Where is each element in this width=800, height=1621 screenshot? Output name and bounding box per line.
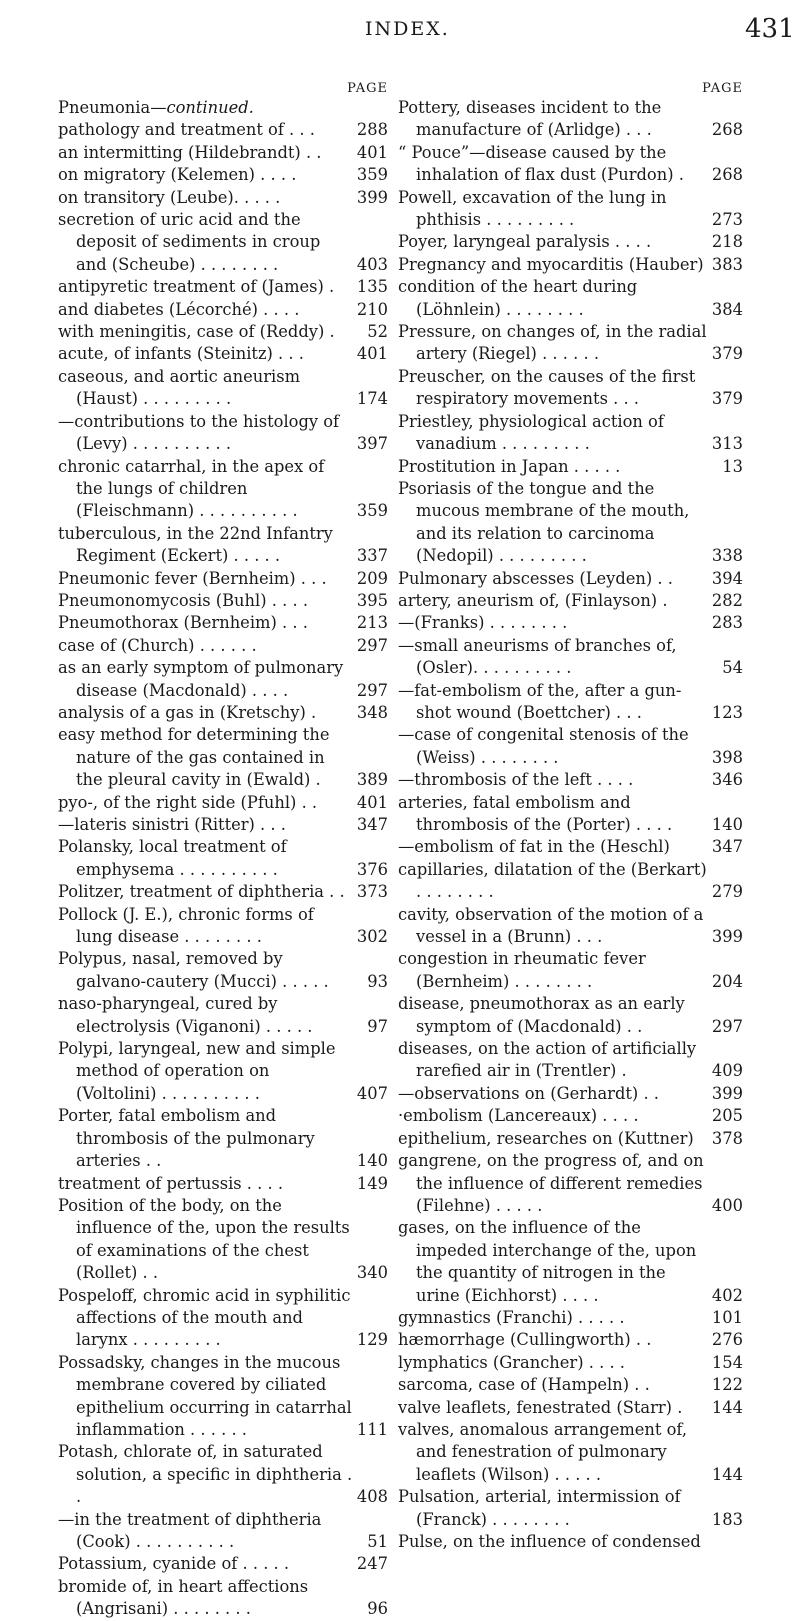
index-entry bbox=[58, 1105, 388, 1172]
index-entry-text: Poyer, laryngeal paralysis . . . . bbox=[398, 232, 652, 252]
index-entry bbox=[58, 1553, 388, 1575]
index-entry-page: 144 bbox=[711, 1464, 743, 1484]
index-entry-text: Powell, excavation of the lung in phthisis . . . . . . . . . bbox=[398, 187, 667, 230]
index-entry bbox=[398, 142, 743, 187]
index-entry bbox=[398, 1217, 743, 1307]
index-entry bbox=[398, 993, 743, 1038]
index-entry-page: 51 bbox=[367, 1532, 388, 1551]
index-entry bbox=[58, 97, 388, 119]
index-entry bbox=[398, 456, 743, 478]
index-entry bbox=[58, 164, 388, 186]
right-column bbox=[398, 80, 743, 1553]
index-entry-page: 398 bbox=[711, 747, 743, 767]
index-entry-text: naso-pharyngeal, cured by electrolysis (Viganoni) . . . . . bbox=[58, 994, 313, 1036]
index-entry bbox=[58, 836, 388, 881]
index-entry bbox=[398, 904, 743, 949]
index-entry bbox=[58, 1352, 388, 1442]
index-entry-text: lymphatics (Grancher) . . . . bbox=[398, 1352, 625, 1372]
page-number: 431 bbox=[745, 14, 795, 44]
index-entry-text: gymnastics (Franchi) . . . . . bbox=[398, 1307, 625, 1327]
index-entry-page: 282 bbox=[711, 590, 743, 610]
index-entry-text: Priestley, physiological action of vanadium . . . . . . . . . bbox=[398, 411, 664, 454]
index-entry bbox=[58, 702, 388, 724]
index-entry-text: ·embolism (Lancereaux) . . . . bbox=[398, 1106, 639, 1126]
index-entry bbox=[398, 1038, 743, 1083]
index-entry-page: 408 bbox=[356, 1487, 388, 1507]
index-entry-text: Polypi, laryngeal, new and simple method of operation on (Voltolini) . . . . . . . . . . bbox=[58, 1039, 336, 1103]
index-entry bbox=[58, 523, 388, 568]
index-entry-text: Pneumonomycosis (Buhl) . . . . bbox=[58, 590, 308, 610]
index-entry bbox=[58, 568, 388, 590]
index-entry-page: 183 bbox=[711, 1509, 743, 1529]
index-entry-text: Psoriasis of the tongue and the mucous membrane of the mouth, and its relation to carcinoma (Nedopil) . . . . . . . . . bbox=[398, 478, 690, 566]
index-entry-text: Pneumonic fever (Bernheim) . . . bbox=[58, 568, 327, 588]
index-entry bbox=[398, 1083, 743, 1105]
index-entry-page: 54 bbox=[722, 658, 743, 678]
index-entry-text: epithelium, researches on (Kuttner) bbox=[398, 1128, 694, 1148]
index-entry-text: Possadsky, changes in the mucous membrane covered by ciliated epithelium occurring in catarrhal inflammation . . . . . . bbox=[58, 1352, 352, 1439]
index-entry-text: condition of the heart during (Löhnlein) . . . . . . . . bbox=[398, 277, 638, 319]
index-entry-text: chronic catarrhal, in the apex of the lungs of children (Fleischmann) . . . . . . . . . . bbox=[58, 456, 325, 521]
index-entry-text: case of (Church) . . . . . . bbox=[58, 635, 257, 655]
index-entry-text: disease, pneumothorax as an early symptom of (Macdonald) . . bbox=[398, 994, 685, 1036]
index-entry bbox=[398, 612, 743, 634]
index-entry-page: 154 bbox=[711, 1352, 743, 1372]
index-entry-text: capillaries, dilatation of the (Berkart) . . . . . . . . bbox=[398, 859, 707, 902]
index-entry bbox=[58, 209, 388, 276]
index-entry-page: 348 bbox=[356, 702, 388, 722]
index-entry-page: 401 bbox=[356, 142, 388, 162]
index-entry-text: hæmorrhage (Cullingworth) . . bbox=[398, 1330, 652, 1350]
index-entry-text: Potassium, cyanide of . . . . . bbox=[58, 1554, 290, 1574]
index-entry-page: 340 bbox=[356, 1263, 388, 1283]
index-entry-page: 144 bbox=[711, 1397, 743, 1417]
index-entry bbox=[398, 1128, 743, 1150]
index-entry-text: secretion of uric acid and the deposit of sediments in croup and (Scheube) . . . . . . . . bbox=[58, 210, 321, 274]
index-entry bbox=[398, 231, 743, 253]
left-entry-list bbox=[58, 97, 388, 1621]
index-entry-page: 409 bbox=[711, 1061, 743, 1081]
index-entry bbox=[398, 1531, 743, 1553]
index-entry bbox=[398, 635, 743, 680]
index-entry bbox=[398, 1105, 743, 1127]
index-entry-text: Pneumothorax (Bernheim) . . . bbox=[58, 613, 308, 633]
index-entry-text: —observations on (Gerhardt) . . bbox=[398, 1083, 659, 1103]
index-entry bbox=[398, 276, 743, 321]
index-entry bbox=[398, 568, 743, 590]
index-entry-page: 140 bbox=[711, 815, 743, 834]
index-entry-text: —small aneurisms of branches of, (Osler). . . . . . . . . . bbox=[398, 635, 677, 678]
index-entry bbox=[58, 1285, 388, 1352]
right-page-heading: PAGE bbox=[702, 81, 743, 96]
index-entry-page: 401 bbox=[356, 792, 388, 812]
index-entry-text: sarcoma, case of (Hampeln) . . bbox=[398, 1375, 650, 1395]
index-entry-page: 379 bbox=[711, 344, 743, 364]
index-entry bbox=[398, 1329, 743, 1351]
index-entry-page: 383 bbox=[711, 254, 743, 274]
index-entry-page: 397 bbox=[356, 434, 388, 454]
right-entry-list bbox=[398, 97, 743, 1553]
index-entry bbox=[58, 1173, 388, 1195]
index-entry-page: 399 bbox=[711, 927, 743, 947]
index-entry-page: 205 bbox=[711, 1106, 743, 1126]
index-entry bbox=[58, 187, 388, 209]
index-entry-page: 302 bbox=[356, 927, 388, 947]
index-entry bbox=[398, 254, 743, 276]
index-entry-page: 297 bbox=[356, 635, 388, 655]
index-entry-text: artery, aneurism of, (Finlayson) . bbox=[398, 590, 668, 610]
index-entry bbox=[58, 993, 388, 1038]
index-entry-page: 140 bbox=[356, 1151, 388, 1171]
index-entry bbox=[398, 1419, 743, 1486]
index-entry bbox=[398, 1374, 743, 1396]
index-entry bbox=[398, 948, 743, 993]
index-entry-page: 337 bbox=[356, 546, 388, 566]
index-entry bbox=[58, 276, 388, 298]
index-entry bbox=[58, 590, 388, 612]
index-entry-page: 359 bbox=[356, 501, 388, 521]
index-entry-page: 297 bbox=[356, 680, 388, 700]
index-entry-text: Polypus, nasal, removed by galvano-cautery (Mucci) . . . . . bbox=[58, 949, 329, 991]
index-entry-page: 218 bbox=[711, 232, 743, 252]
index-entry-text: on migratory (Kelemen) . . . . bbox=[58, 165, 297, 185]
index-entry-text: Pressure, on changes of, in the radial artery (Riegel) . . . . . . bbox=[398, 322, 707, 364]
index-entry-page: 135 bbox=[356, 277, 388, 297]
index-entry-text: pyo-, of the right side (Pfuhl) . . bbox=[58, 792, 318, 812]
index-entry-page: 402 bbox=[711, 1285, 743, 1305]
index-entry-page: 276 bbox=[711, 1330, 743, 1350]
index-entry bbox=[58, 657, 388, 702]
index-entry bbox=[398, 1397, 743, 1419]
index-entry-page: 93 bbox=[367, 971, 388, 991]
index-entry-page: 313 bbox=[711, 434, 743, 454]
index-entry bbox=[58, 881, 388, 903]
index-entry-text: “ Pouce”—disease caused by the inhalation of flax dust (Purdon) . bbox=[398, 142, 684, 185]
index-entry-text: easy method for determining the nature of the gas contained in the pleural cavity in (Ewald) . bbox=[58, 725, 330, 790]
index-entry-text: tuberculous, in the 22nd Infantry Regiment (Eckert) . . . . . bbox=[58, 523, 333, 566]
index-entry-text: —thrombosis of the left . . . . bbox=[398, 770, 634, 790]
index-entry bbox=[58, 904, 388, 949]
index-entry-text: pathology and treatment of . . . bbox=[58, 120, 315, 140]
index-entry-page: 174 bbox=[356, 389, 388, 409]
index-entry-text: Polansky, local treatment of emphysema . . . . . . . . . . bbox=[58, 837, 287, 879]
index-entry-text: with meningitis, case of (Reddy) . bbox=[58, 322, 335, 342]
index-entry-page: 129 bbox=[356, 1330, 388, 1350]
index-entry-page: 401 bbox=[356, 344, 388, 364]
index-entry bbox=[58, 119, 388, 141]
index-entry-page: 13 bbox=[722, 456, 743, 476]
index-entry-page: 149 bbox=[356, 1173, 388, 1193]
index-entry-page: 111 bbox=[356, 1419, 388, 1439]
index-entry bbox=[58, 1576, 388, 1621]
index-entry bbox=[58, 948, 388, 993]
index-entry-page: 288 bbox=[356, 120, 388, 140]
index-entry-page: 379 bbox=[711, 389, 743, 409]
index-entry-text: cavity, observation of the motion of a vessel in a (Brunn) . . . bbox=[398, 904, 704, 947]
index-entry-text: on transitory (Leube). . . . . bbox=[58, 187, 281, 207]
index-entry bbox=[398, 836, 743, 858]
index-entry-page: 96 bbox=[367, 1599, 388, 1619]
index-entry-text: valve leaflets, fenestrated (Starr) . bbox=[398, 1397, 683, 1417]
left-column bbox=[58, 80, 388, 1621]
index-entry-page: 273 bbox=[711, 210, 743, 230]
index-entry bbox=[58, 724, 388, 791]
index-entry bbox=[398, 792, 743, 837]
index-entry bbox=[58, 142, 388, 164]
index-entry bbox=[398, 478, 743, 568]
index-entry bbox=[398, 680, 743, 725]
index-entry-page: 394 bbox=[711, 568, 743, 588]
index-entry-text: as an early symptom of pulmonary disease (Macdonald) . . . . bbox=[58, 658, 344, 700]
index-entry-text: treatment of pertussis . . . . bbox=[58, 1173, 284, 1193]
index-entry bbox=[398, 590, 743, 612]
index-entry-page: 204 bbox=[711, 971, 743, 991]
index-entry-page: 210 bbox=[356, 299, 388, 319]
index-entry bbox=[58, 321, 388, 343]
index-entry-page: 338 bbox=[711, 546, 743, 566]
index-entry bbox=[58, 814, 388, 836]
index-entry bbox=[58, 456, 388, 523]
index-entry-text: antipyretic treatment of (James) . bbox=[58, 277, 335, 297]
index-entry-text: Pulmonary abscesses (Leyden) . . bbox=[398, 568, 673, 588]
index-entry bbox=[58, 612, 388, 634]
index-entry-page: 268 bbox=[711, 165, 743, 185]
index-entry-text: —lateris sinistri (Ritter) . . . bbox=[58, 815, 286, 834]
index-entry bbox=[398, 1352, 743, 1374]
index-entry bbox=[398, 97, 743, 142]
index-entry bbox=[398, 321, 743, 366]
index-entry-text: an intermitting (Hildebrandt) . . bbox=[58, 142, 322, 162]
index-entry-page: 347 bbox=[356, 815, 388, 834]
index-entry-text: acute, of infants (Steinitz) . . . bbox=[58, 344, 304, 364]
index-entry-page: 122 bbox=[711, 1375, 743, 1395]
index-entry-page: 213 bbox=[356, 613, 388, 633]
index-entry-page: 101 bbox=[711, 1307, 743, 1327]
index-entry-text: Prostitution in Japan . . . . . bbox=[398, 456, 621, 476]
index-entry bbox=[58, 1195, 388, 1285]
index-entry-page: 209 bbox=[356, 568, 388, 588]
index-entry-page: 389 bbox=[356, 770, 388, 790]
index-entry-text: Pulsation, arterial, intermission of (Franck) . . . . . . . . bbox=[398, 1487, 681, 1529]
index-entry-text: Pottery, diseases incident to the manufacture of (Arlidge) . . . bbox=[398, 98, 662, 140]
page-header bbox=[0, 12, 800, 48]
index-entry-text: diseases, on the action of artificially rarefied air in (Trentler) . bbox=[398, 1039, 697, 1081]
index-entry bbox=[398, 769, 743, 791]
index-entry-text: Pneumonia—continued. bbox=[58, 98, 254, 117]
continued-label: continued. bbox=[166, 98, 254, 117]
index-entry-text: arteries, fatal embolism and thrombosis of the (Porter) . . . . bbox=[398, 792, 673, 834]
index-entry bbox=[398, 1486, 743, 1531]
index-entry-page: 297 bbox=[711, 1016, 743, 1036]
index-entry-page: 247 bbox=[356, 1554, 388, 1574]
index-entry-text: —in the treatment of diphtheria (Cook) . . . . . . . . . . bbox=[58, 1509, 322, 1551]
index-entry-text: —(Franks) . . . . . . . . bbox=[398, 613, 568, 633]
index-entry-page: 407 bbox=[356, 1083, 388, 1103]
index-entry-page: 279 bbox=[711, 882, 743, 902]
index-entry-page: 384 bbox=[711, 299, 743, 319]
index-entry bbox=[58, 1441, 388, 1508]
index-entry-page: 347 bbox=[711, 837, 743, 857]
index-entry-page: 123 bbox=[711, 702, 743, 722]
index-entry-text: analysis of a gas in (Kretschy) . bbox=[58, 702, 317, 722]
index-entry-page: 52 bbox=[367, 322, 388, 342]
index-entry bbox=[58, 366, 388, 411]
index-entry-text: Pospeloff, chromic acid in syphilitic affections of the mouth and larynx . . . . . . . . . bbox=[58, 1285, 351, 1350]
index-entry bbox=[58, 1509, 388, 1554]
index-entry bbox=[398, 859, 743, 904]
index-entry-page: 400 bbox=[711, 1195, 743, 1215]
index-entry-text: Position of the body, on the influence of the, upon the results of examinations of the chest (Rollet) . . bbox=[58, 1195, 350, 1283]
index-entry-text: —case of congenital stenosis of the (Weiss) . . . . . . . . bbox=[398, 725, 689, 767]
index-entry-text: Pollock (J. E.), chronic forms of lung disease . . . . . . . . bbox=[58, 904, 314, 947]
index-entry-page: 399 bbox=[711, 1083, 743, 1103]
index-entry-page: 97 bbox=[367, 1016, 388, 1036]
page-title: INDEX. bbox=[365, 18, 450, 40]
index-entry-page: 378 bbox=[711, 1128, 743, 1148]
index-entry bbox=[58, 1038, 388, 1105]
index-entry-text: Pregnancy and myocarditis (Hauber) bbox=[398, 254, 704, 274]
index-entry-text: gangrene, on the progress of, and on the influence of different remedies (Filehne) . . . . . bbox=[398, 1151, 704, 1215]
index-entry-text: valves, anomalous arrangement of, and fenestration of pulmonary leaflets (Wilson) . . . . . bbox=[398, 1419, 688, 1484]
index-entry-text: gases, on the influence of the impeded interchange of the, upon the quantity of nitrogen in the urine (Eichhorst) . . . . bbox=[398, 1218, 697, 1305]
index-entry-text: congestion in rheumatic fever (Bernheim) . . . . . . . . bbox=[398, 949, 646, 991]
index-entry-text: —fat-embolism of the, after a gun-shot wound (Boettcher) . . . bbox=[398, 680, 682, 722]
index-entry bbox=[58, 792, 388, 814]
index-entry bbox=[58, 343, 388, 365]
index-entry-page: 283 bbox=[711, 613, 743, 633]
index-entry bbox=[58, 299, 388, 321]
index-entry-page: 403 bbox=[356, 254, 388, 274]
index-entry bbox=[398, 366, 743, 411]
index-entry bbox=[398, 1150, 743, 1217]
index-entry-page: 376 bbox=[356, 859, 388, 879]
index-entry-page: 373 bbox=[356, 882, 388, 902]
index-entry bbox=[398, 1307, 743, 1329]
index-entry-page: 395 bbox=[356, 590, 388, 610]
index-entry bbox=[58, 411, 388, 456]
index-entry-text: Porter, fatal embolism and thrombosis of the pulmonary arteries . . bbox=[58, 1106, 315, 1171]
index-entry-text: bromide of, in heart affections (Angrisani) . . . . . . . . bbox=[58, 1576, 309, 1619]
index-entry-text: Potash, chlorate of, in saturated solution, a specific in diphtheria . . bbox=[58, 1442, 353, 1507]
index-entry bbox=[398, 187, 743, 232]
index-entry-text: Politzer, treatment of diphtheria . . bbox=[58, 882, 345, 902]
index-entry-text: caseous, and aortic aneurism (Haust) . . . . . . . . . bbox=[58, 366, 301, 409]
index-entry-text: —embolism of fat in the (Heschl) bbox=[398, 837, 670, 857]
left-page-heading: PAGE bbox=[347, 81, 388, 96]
index-entry-page: 359 bbox=[356, 165, 388, 185]
index-entry-text: Preuscher, on the causes of the first respiratory movements . . . bbox=[398, 366, 696, 409]
index-entry bbox=[398, 411, 743, 456]
index-entry bbox=[398, 724, 743, 769]
index-entry-page: 399 bbox=[356, 187, 388, 207]
index-entry-text: Pulse, on the influence of condensed bbox=[398, 1532, 701, 1551]
index-entry-page: 346 bbox=[711, 770, 743, 790]
index-entry-page: 268 bbox=[711, 120, 743, 140]
index-entry-text: —contributions to the histology of (Levy) . . . . . . . . . . bbox=[58, 411, 340, 454]
index-entry bbox=[58, 635, 388, 657]
index-entry-text: and diabetes (Lécorché) . . . . bbox=[58, 299, 300, 319]
